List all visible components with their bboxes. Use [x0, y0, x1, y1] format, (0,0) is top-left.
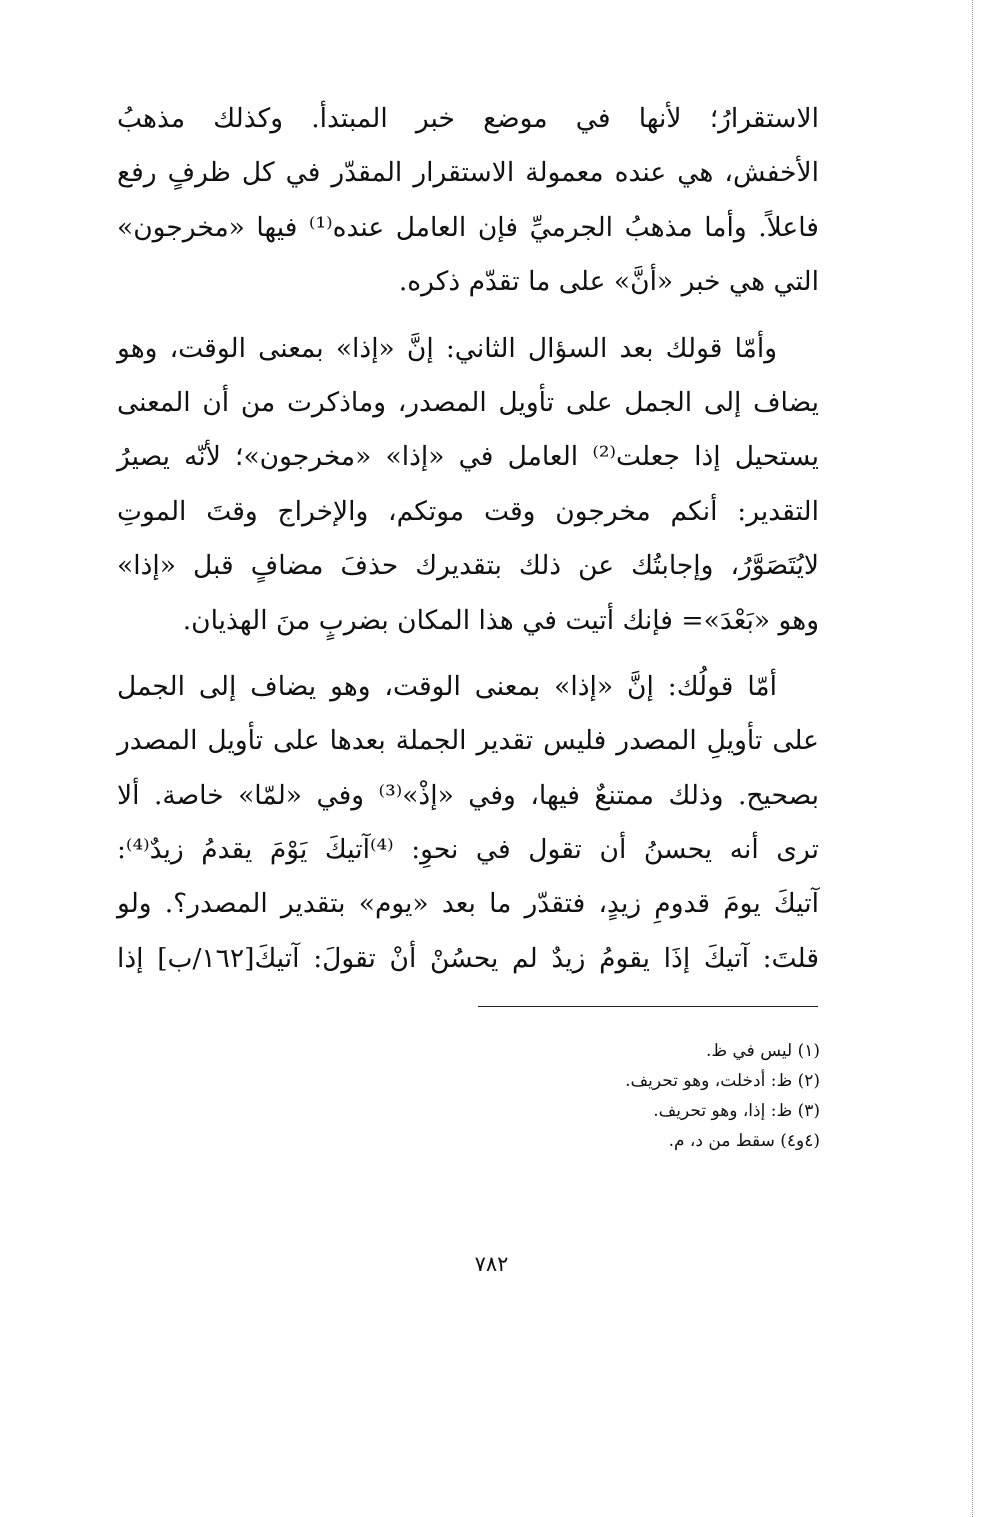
text-line: التقدير: أنكم مخرجون وقت موتكم، والإخراج وقتَ الموتِ	[117, 495, 819, 527]
text-line: لايُتَصَوَّرُ، وإجابتُك عن ذلك بتقديرك حذفَ مضافٍ قبل «إذا»	[117, 550, 819, 582]
text-line: آتيكَ يومَ قدومِ زيدٍ، فتقدّر ما بعد «يوم» بتقدير المصدر؟. ولو	[117, 888, 819, 920]
footnote-4: (٤و٤) سقط من د، م.	[668, 1131, 820, 1151]
text-line: أمّا قولُك: إنَّ «إذا» بمعنى الوقت، وهو يضاف إلى الجمل	[117, 670, 777, 702]
text-line: يستحيل إذا جعلت⁽²⁾ العامل في «إذا» «مخرجون»؛ لأنّه يصيرُ	[117, 441, 819, 473]
text-line: ترى أنه يحسنُ أن تقول في نحوِ: ⁽⁴⁾آتيكَ يَوْمَ يقدمُ زيدٌ⁽⁴⁾:	[117, 834, 820, 866]
text-line: الأخفش، هي عنده معمولة الاستقرار المقدّر في كل ظرفٍ رفع	[117, 157, 819, 189]
text-line: وأمّا قولك بعد السؤال الثاني: إنَّ «إذا» بمعنى الوقت، وهو	[117, 332, 777, 364]
text-line: وهو «بَعْدَ»= فإنك أتيت في هذا المكان بضربٍ منَ الهذيان.	[182, 604, 819, 636]
footnote-separator	[478, 1006, 818, 1007]
text-line: يضاف إلى الجمل على تأويل المصدر، وماذكرت من أن المعنى	[117, 386, 819, 418]
paragraph-1	[117, 92, 819, 310]
main-text	[117, 92, 819, 998]
text-line: فاعلاً. وأما مذهبُ الجرميِّ فإن العامل عنده⁽¹⁾ فيها «مخرجون»	[117, 211, 819, 243]
text-line: قلتَ: آتيكَ إذَا يقومُ زيدٌ لم يحسُنْ أنْ تقولَ: آتيكَ[١٦٢/ب] إذا	[117, 942, 819, 974]
footnote-1: (١) ليس في ظ.	[705, 1041, 820, 1061]
text-line: الاستقرارُ؛ لأنها في موضع خبر المبتدأ. وكذلك مذهبُ	[117, 103, 819, 134]
footnote-3: (٣) ظ: إذا، وهو تحريف.	[653, 1101, 820, 1121]
text-line: على تأويلِ المصدر فليس تقدير الجملة بعدها على تأويل المصدر	[117, 725, 819, 757]
footnotes	[400, 1036, 820, 1156]
scan-edge-line	[972, 0, 973, 1517]
text-line: بصحيح. وذلك ممتنعٌ فيها، وفي «إذْ»⁽³⁾ وفي «لمّا» خاصة. ألا	[117, 779, 819, 811]
text-line: التي هي خبر «أنَّ» على ما تقدّم ذكره.	[398, 266, 819, 298]
paragraph-2	[117, 322, 819, 648]
footnote-2: (٢) ظ: أدخلت، وهو تحريف.	[625, 1071, 820, 1091]
paragraph-3	[117, 660, 819, 986]
page-number: ٧٨٢	[474, 1252, 509, 1276]
